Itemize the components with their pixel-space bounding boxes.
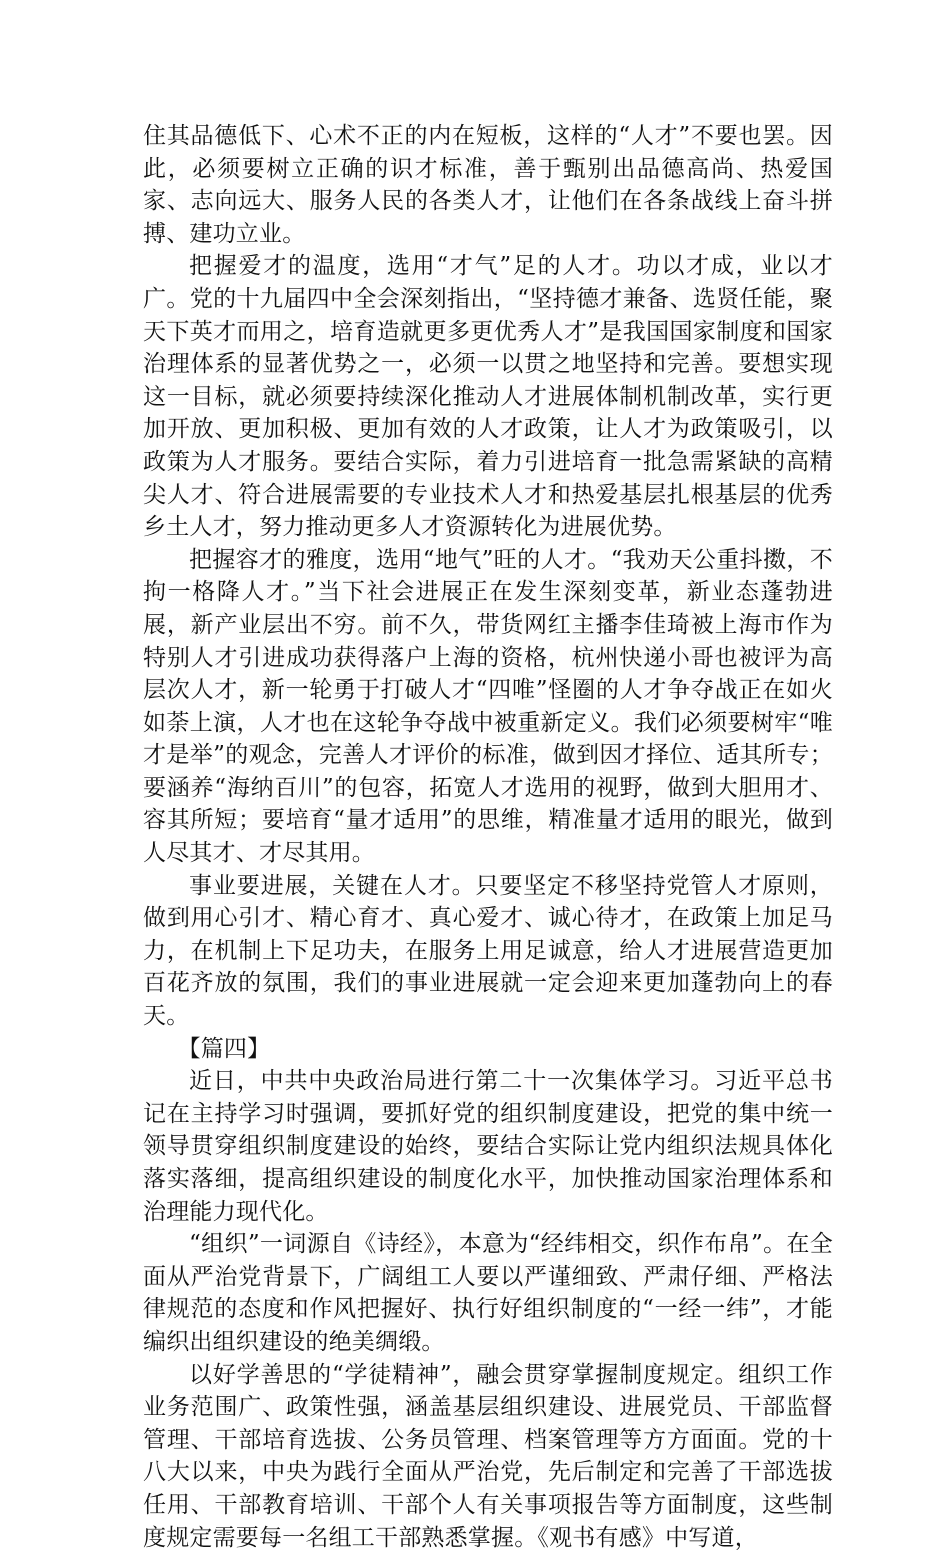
paragraph-love-talent: 把握爱才的温度，选用“才气”足的人才。功以才成，业以才广。党的十九届四中全会深刻指出，“坚持德才兼备、选贤任能，聚天下英才而用之，培育造就更多更优秀人才”是我国国家制度和国家治理体系的显著优势之一，必须一以贯之地坚持和完善。要想实现这一目标，就必须要持续深化推动人才进展体制机制改革，实行更加开放、更加积极、更加有效的人才政策，让人才为政策吸引，以政策为人才服务。要结合实际，着力引进培育一批急需紧缺的高精尖人才、符合进展需要的专业技术人才和热爱基层扎根基层的优秀乡土人才，努力推动更多人才资源转化为进展优势。 <box>143 253 833 541</box>
paragraph-intro: 住其品德低下、心术不正的内在短板，这样的“人才”不要也罢。因此，必须要树立正确的识才标准，善于甄别出品德高尚、热爱国家、志向远大、服务人民的各类人才，让他们在各条战线上奋斗拼搏、建功立业。 <box>143 123 833 247</box>
paragraph-organization-meaning: “组织”一词源自《诗经》，本意为“经纬相交，织作布帛”。在全面从严治党背景下，广阔组工人要以严谨细致、严肃仔细、严格法律规范的态度和作风把握好、执行好组织制度的“一经一纬”，才能编织出组织建设的绝美绸缎。 <box>143 1231 833 1355</box>
paragraph-politburo-study: 近日，中共中央政治局进行第二十一次集体学习。习近平总书记在主持学习时强调，要抓好党的组织制度建设，把党的集中统一领导贯穿组织制度建设的始终，要结合实际让党内组织法规具体化落实落细，提高组织建设的制度化水平，加快推动国家治理体系和治理能力现代化。 <box>143 1068 833 1225</box>
paragraph-apprentice-spirit: 以好学善思的“学徒精神”，融会贯穿掌握制度规定。组织工作业务范围广、政策性强，涵盖基层组织建设、进展党员、干部监督管理、干部培育选拔、公务员管理、档案管理等方方面面。党的十八大以来，中央为践行全面从严治党，先后制定和完善了干部选拔任用、干部教育培训、干部个人有关事项报告等方面制度，这些制度规定需要每一名组工干部熟悉掌握。《观书有感》中写道， <box>143 1361 833 1551</box>
document-page <box>143 120 833 1554</box>
section-heading: 【篇四】 <box>177 1035 271 1062</box>
paragraph-conclusion: 事业要进展，关键在人才。只要坚定不移坚持党管人才原则，做到用心引才、精心育才、真心爱才、诚心待才，在政策上加足马力，在机制上下足功夫，在服务上用足诚意，给人才进展营造更加百花齐放的氛围，我们的事业进展就一定会迎来更加蓬勃向上的春天。 <box>143 872 833 1030</box>
paragraph-tolerate-talent: 把握容才的雅度，选用“地气”旺的人才。“我劝天公重抖擞，不拘一格降人才。”当下社会进展正在发生深刻变革，新业态蓬勃进展，新产业层出不穷。前不久，带货网红主播李佳琦被上海市作为特别人才引进成功获得落户上海的资格，杭州快递小哥也被评为高层次人才，新一轮勇于打破人才“四唯”怪圈的人才争夺战正在如火如荼上演，人才也在这轮争夺战中被重新定义。我们必须要树牢“唯才是举”的观念，完善人才评价的标准，做到因才择位、适其所专；要涵养“海纳百川”的包容，拓宽人才选用的视野，做到大胆用才、容其所短；要培育“量才适用”的思维，精准量才适用的眼光，做到人尽其才、才尽其用。 <box>143 546 833 867</box>
